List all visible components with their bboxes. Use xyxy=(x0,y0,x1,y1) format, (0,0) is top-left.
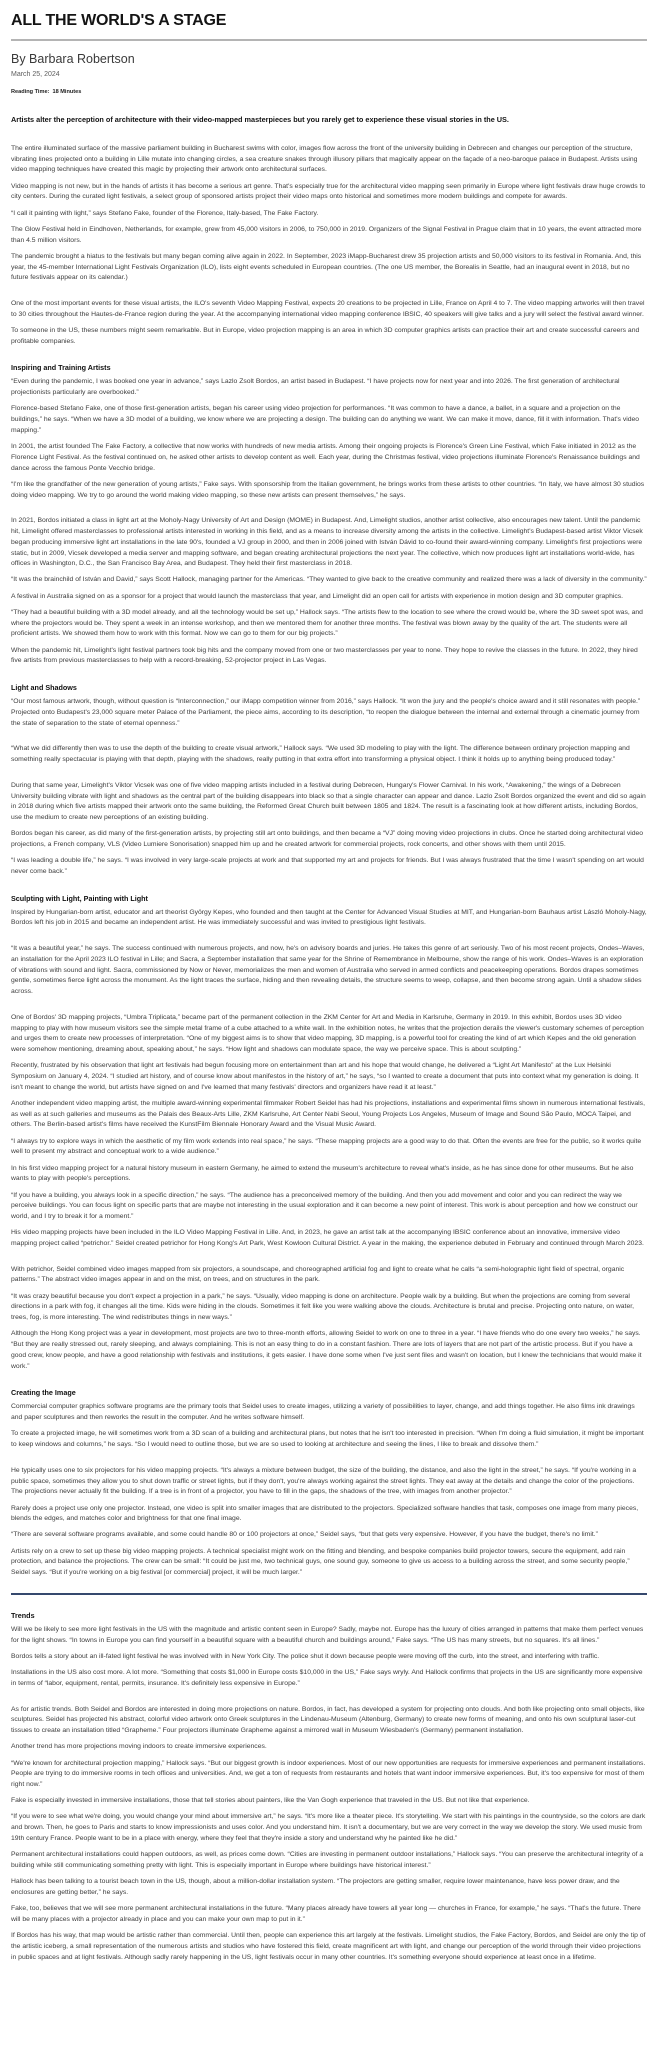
article-paragraph: Artists rely on a crew to set up these big video mapping projects. A technical specialist might work on the fitting and blending, and bespoke companies build projector towers, secure the equipment, add rain protection, and balance the projections. The crew can be small: “It could be just me, two technical guys, one sound guy, someone to give us access to a building across the street, and some security people,” Seidel says. “But if you're working on a big festival [or commercial] project, it will be much larger.” xyxy=(11,1547,630,1577)
article-paragraph: The entire illuminated surface of the massive parliament building in Bucharest swims with color, images flow across the front of the university building in Debrecen and changes our perception of the structure, vibrating lines projected onto a building in Lille mutate into changing circles, a sea creature snakes through illusory pillars that magically appear on the façade of a neo-baroque palace in Budapest. Artists using video mapping techniques have created this magic by projecting their artwork onto architectural surfaces. xyxy=(11,144,638,174)
article-paragraph: As for artistic trends. Both Seidel and Bordos are interested in doing more projections on nature. Bordos, in fact, has developed a system for projecting onto clouds. And both like projecting onto small objects, like sculptures. Seidel has projected his abstract, colorful video artwork onto Greek sculptures in the Lindenau-Museum (Altenburg, Germany) to create new forms of meaning, and onto his own sculptural laser-cut tissues to create an installation titled “Grapheme.” Four projectors illuminate Grapheme against a mirrored wall in Museum Wiesbaden's (Germany) permanent installation. xyxy=(11,1705,645,1735)
article-paragraph: One of Bordos' 3D mapping projects, “Umbra Triplicata,” became part of the permanent collection in the ZKM Center for Art and Media in Karlsruhe, Germany in 2019. In this exhibit, Bordos uses 3D video mapping to play with how museum visitors see the simple metal frame of a cube attached to a white wall. In the exhibition notes, he writes that the projection derails the viewer's customary schemes of perception and urges them to create new processes of interpretation. “One of my biggest aims is to show that video mapping, 3D mapping, is a powerful tool for creating the kind of art which Kepes and the old generation were somehow mentioning, dreaming about, speaking about,” he says. “How light and shadows can modulate space, the way we perceive space. This is about sculpting.” xyxy=(11,1013,644,1053)
section-heading: Light and Shadows xyxy=(11,683,77,693)
article-paragraph: Although the Hong Kong project was a year in development, most projects are two to three-month efforts, allowing Seidel to work on one to three in a year. “I have friends who do one every two weeks,” he says. “But they are really stressed out, rarely sleeping, and always complaining. This is not an easy thing to do in a constant fashion. There are lots of layers that are not part of the artistic process. But if you have a good crew, know people, and have a good relationship with festivals and institutions, it gets easier. I have done some when I've just sent files and wasn't on location, but I knew the technicians that would make it work.” xyxy=(11,1330,642,1370)
reading-time xyxy=(11,89,647,95)
article-paragraph: Fake is especially invested in immersive installations, those that tell stories about painters, like the Van Gogh experience that traveled in the US. But not like that experience. xyxy=(11,1797,530,1805)
article-paragraph: In 2001, the artist founded The Fake Factory, a collective that now works with hundreds of new media artists. Among their ongoing projects is Florence's Green Line Festival, which Fake initiated in 2012 as the Florence Light Festival. As the festival continued on, he asked other artists to develop content as well. Each year, during the Christmas festival, video projections illuminate Florence's Renaissance buildings and dance across the famous Ponte Vecchio bridge. xyxy=(11,443,640,472)
article-paragraph: In 2021, Bordos initiated a class in light art at the Moholy-Nagy University of Art and Design (MOME) in Budapest. And, Limelight studios, another artist collective, also encourages new talent. Until the pandemic hit, Limelight offered masterclasses to professional artists interested in working in this field, and as a means to increase diversity among the artists in the collective. Limelight's Budapest-based artist Viktor Vicsek began producing immersive light art installations in the late 90's, founded a VJ group in 2000, and then in 2006 joined with István Dávid to co-found their award-winning company. Limelight's first projections were static, but in 2009, Vicsek developed a media server and mapping software, and began creating architectural projections the next year. The collective, which now produces light art installations world-wide, has offices in Washington, D.C., the San Francisco Bay Area, and Budapest. They held their first masterclass in 2018. xyxy=(11,517,643,568)
article-paragraph: “They had a beautiful building with a 3D model already, and all the technology would be set up,” Hallock says. “The artists flew to the location to see where the crowd would be, where the 3D sweet spot was, and where the projectors would be. They spent a week in an intense workshop, and then we mentored them for another three months. The festival was blown away by the quality of the art. The students were all proficient artists. We showed them how to work with this format. Now we can go to them for our big projects.” xyxy=(11,608,643,638)
standfirst: Artists alter the perception of architecture with their video-mapped masterpieces but you rarely get to experience these visual stories in the US. xyxy=(11,115,509,124)
section-heading: Sculpting with Light, Painting with Light xyxy=(11,893,148,903)
article-paragraph: “It was the brainchild of István and David,” says Scott Hallock, managing partner for the Americas. “They wanted to give back to the creative community and realized there was a lack of diversity in the community.” xyxy=(11,576,647,584)
article-paragraph: To create a projected image, he will sometimes work from a 3D scan of a building and architectural plans, but notes that he isn't too interested in precision. “When I'm doing a fluid simulation, it might be important to keep windows and columns,” he says. “So I would need to outline those, but we are so used to looking at architecture and seeing the lines, I like to break and dissolve them.” xyxy=(11,1430,644,1449)
title-divider xyxy=(11,39,647,41)
article-paragraph: Permanent architectural installations could happen outdoors, as well, as prices come down. “Cities are investing in permanent outdoor installations,” Hallock says. “You can preserve the architectural integrity of a building while still communicating something pretty with light. This is especially important in Europe where buildings have historical interest.” xyxy=(11,1851,644,1869)
reading-time-value: 18 Minutes xyxy=(52,89,82,95)
article-paragraph: His video mapping projects have been included in the ILO Video Mapping Festival in Lille. And, in 2023, he gave an artist talk at the accompanying IBSIC conference about an innovative, immersive video mapping project called “petrichor.” Seidel created petrichor for Hong Kong's Art Park, West Kowloon Cultural District. A year in the making, the experience debuted in February and continued through March 2023. xyxy=(11,1229,644,1248)
article-paragraph: The pandemic brought a hiatus to the festivals but many began coming alive again in 2022. In September, 2023 iMapp-Bucharest drew 35 projection artists and 50,000 visitors to its festival in Romania. And, this year, the 45-member International Light Festivals Organization (ILO), lists eight events scheduled in European countries. (The one US member, the Borealis in Seattle, had an inaugural event in 2018, but no future festivals appear on its calendar.) xyxy=(11,252,642,282)
article-paragraph: When the pandemic hit, Limelight's light festival partners took big hits and the company moved from one or two masterclasses per year to none. They hope to revive the classes in the future. In 2022, they hired five artists from previous masterclasses to help with a record-breaking, 52-projector project in Las Vegas. xyxy=(11,646,638,665)
article-paragraph: Rarely does a project use only one projector. Instead, one video is split into smaller images that are distributed to the projectors. Specialized software handles that task, composes one image from many pieces, blends the edges, and matches color and brightness for that one final image. xyxy=(11,1504,639,1523)
article-paragraph: “I always try to explore ways in which the aesthetic of my film work extends into real space,” he says. “These mapping projects are a good way to do that. Often the events are free for the public, so it works quite well to present my abstract and conceptual work to a wide audience.” xyxy=(11,1137,642,1156)
article-paragraph: Recently, frustrated by his observation that light art festivals had begun focusing more on entertainment than art and his hope that would change, he delivered a “Light Art Manifesto” at the Lux Helsinki Symposium on January 4, 2024. “I studied art history, and of course know about manifestos in the history of art,” he says, “so I wanted to create a document that puts into context what my generation is doing. It isn't meant to change the world, but artists have signed on and I've learned that many festivals' directors and organizers have read it at least.” xyxy=(11,1062,639,1091)
article-paragraph: One of the most important events for these visual artists, the ILO's seventh Video Mapping Festival, expects 20 creations to be projected in Lille, France on April 4 to 7. The video mapping artworks will then travel to 30 cities throughout the Hautes-de-France region during the year. At the accompanying international video mapping conference IBSIC, 40 speakers will give talks and a jury will select the festival award winner. xyxy=(11,300,645,318)
page-title: ALL THE WORLD'S A STAGE xyxy=(11,12,227,29)
article-paragraph: During that same year, Limelight's Viktor Vicsek was one of five video mapping artists included in a festival during Debrecen, Hungary's Flower Carnival. In his work, “Awakening,” the wings of a Debrecen University building vibrate with light and shadows as the central part of the building disappears into black so that a single character can appear and dance. Lazlo Zsolt Bordos organized the event and did so again in 2018 during which five artists mapped their artwork onto the same building, the Reformed Great Church built between 1805 and 1824. The result is a fascinating look at how different artists, including Bordos, use the medium to create new perceptions of an existing building. xyxy=(11,781,646,821)
article-paragraph: “Even during the pandemic, I was booked one year in advance,” says Lazlo Zsolt Bordos, an artist based in Budapest. “I have projects now for next year and into 2026. The first generation of architectural projectionists particularly are overbooked.” xyxy=(11,378,620,397)
article-paragraph: In his first video mapping project for a natural history museum in eastern Germany, he aimed to extend the museum's architecture to reveal what's inside, as he has since done for other museums. But he also wants to play with people's perceptions. xyxy=(11,1164,634,1183)
publish-date: March 25, 2024 xyxy=(11,71,60,78)
article-paragraph: “Our most famous artwork, though, without question is “Interconnection,” our iMapp competition winner from 2016,” says Hallock. “It won the jury and the people's choice award and it still resonates with people.” Projected onto Budapest's 23,000 square meter Palace of the Parliament, the piece aims, according to its description, “to reopen the dialogue between the internal and external through a cinematic journey from the state of separation to the state of eternal openness.” xyxy=(11,698,641,727)
article-header xyxy=(11,12,647,126)
article-paragraph: Video mapping is not new, but in the hands of artists it has become a serious art genre. That's especially true for the architectural video mapping seen primarily in Europe where light festivals draw huge crowds to city centers. During the curated light festivals, a select group of sponsored artists project their video maps onto historical and sometimes more modern buildings and compete for awards. xyxy=(11,182,646,201)
article-paragraph: “I was leading a double life,” he says. “I was involved in very large-scale projects at work and that supported my art and projects for friends. But I was always frustrated that the time I wasn't spending on art would never come back.” xyxy=(11,857,644,875)
article-body xyxy=(11,144,647,1963)
article-paragraph: A festival in Australia signed on as a sponsor for a project that would launch the masterclass that year, and Limelight did an open call for artists with experience in motion design and 3D computer graphics. xyxy=(11,592,624,600)
article-paragraph: Another trend has more projections moving indoors to create immersive experiences. xyxy=(11,1743,267,1751)
article-paragraph: “It was a beautiful year,” he says. The success continued with numerous projects, and now, he's on advisory boards and juries. He takes this genre of art seriously. Two of his most recent projects, Ondes–Waves, an installation for the April 2023 ILO festival in Lille; and Sacra, a September installation that same year for the Shrine of Remembrance in Melbourne, show the range of his work. Ondes–Waves is an exploration of vibrations with sound and light. Sacra, commissioned by Now or Never, memorializes the men and women of Australia who served in armed conflicts and peacekeeping operations. Bordos drapes sometimes gentle, sometimes fierce light across the monument. As the light traces the surface, hiding and then revealing details, the structure seems to weep, collapse, and then become strong again. Until a shadow slides across. xyxy=(11,945,645,996)
article-paragraph: Bordos began his career, as did many of the first-generation artists, by projecting still art onto buildings, and then became a “VJ” doing moving video projections in clubs. Once he started doing architectural video projections, a French company, VLS (Video Lumiere Sonorisation) snapped him up and he created artwork for commercial projects, rock concerts, and other shows with them until 2015. xyxy=(11,830,644,848)
article-paragraph: Installations in the US also cost more. A lot more. “Something that costs $1,000 in Europe costs $10,000 in the US,” Fake says wryly. And Hallock confirms that projects in the US are significantly more expensive in terms of “labor, equipment, rental, permits, insurance. It's definitely less expensive in Europe.” xyxy=(11,1669,643,1687)
section-heading: Creating the Image xyxy=(11,1388,76,1398)
article-paragraph: “If you have a building, you always look in a specific direction,” he says. “The audience has a preconceived memory of the building. And then you add movement and color and you can redirect the way we perceive buildings. You can focus light on specific parts that are maybe not interesting in the usual exploration and it can become a new point of interest. This work is about perception and how we construct our world, and I try to break it for a moment.” xyxy=(11,1191,638,1221)
article-paragraph: “There are several software programs available, and some could handle 80 or 100 projectors at once,” Seidel says, “but that gets very expensive. However, if you have the budget, there's no limit.” xyxy=(11,1531,598,1539)
article-paragraph: “I call it painting with light,” says Stefano Fake, founder of the Florence, Italy-based, The Fake Factory. xyxy=(11,209,319,217)
article-paragraph: “If you were to see what we're doing, you would change your mind about immersive art,” he says. “It's more like a theater piece. It's storytelling. We start with his paintings in the countryside, so the colors are dark and brown. Then, he goes to Paris and starts to know impressionists and uses color. And you understand him. It isn't a documentary, but we are very correct in the way we develop the story. We used music from 19th century France. People want to be in a place with energy, where they feel that they're inside a story and understand why he painted like he did.” xyxy=(11,1813,646,1842)
article-paragraph: He typically uses one to six projectors for his video mapping projects. “It's always a mixture between budget, the size of the building, the distance, and also the light in the street,” he says. “If you're working in a public space, sometimes they allow you to shut down traffic or street lights, but if they don't, you're always working against the street lights. They eat away at the details and change the color of the projections. The projections never actually fit the building. If a tree is in front of a projector, you have to fill in the gaps, the shadows of the tree, with images from another projector.” xyxy=(11,1466,637,1496)
article-paragraph: If Bordos has his way, that map would be artistic rather than commercial. Until then, people can experience this art largely at the festivals. Limelight studios, the Fake Factory, Bordos, and Seidel are only the tip of the artistic iceberg, a small representation of the numerous artists and studios who have fostered this field, create magnificent art with light, and change our perception of the world through their video projections in public spaces and at light festivals. Although sadly rarely happening in the US, light festivals occur in many other countries. It's something everyone should experience at least once in a lifetime. xyxy=(11,1932,646,1961)
article-paragraph: Commercial computer graphics software programs are the primary tools that Seidel uses to create images, utilizing a variety of possibilities to layer, change, and add things together. He also films ink drawings and paper sculptures and then reworks the result in the computer. And he writes software himself. xyxy=(11,1403,635,1422)
article-paragraph: Hallock has been talking to a tourist beach town in the US, though, about a million-dollar installation system. “The projectors are getting smaller, require lower maintenance, have less power draw, and the enclosures are getting better,” he says. xyxy=(11,1878,620,1896)
section-heading: Trends xyxy=(11,1610,35,1620)
article-paragraph: Will we be likely to see more light festivals in the US with the magnitude and artistic content seen in Europe? Sadly, maybe not. Europe has the luxury of cities arranged in patterns that make them perfect venues for the light shows. “In towns in Europe you can find yourself in a beautiful square with a beautiful church and buildings around,” Fake says. “The US has many streets, but no squares. It's all lines.” xyxy=(11,1625,644,1644)
article-paragraph: “What we did differently then was to use the depth of the building to create visual artwork,” Hallock says. “We used 3D modeling to play with the light. The difference between ordinary projection mapping and something really spectacular is playing with that depth, playing with the shadows, really putting in that extra effort into transforming a physical object. I think it holds up to anything being produced today.” xyxy=(11,745,630,764)
article-paragraph: “I'm like the grandfather of the new generation of young artists,” Fake says. With sponsorship from the Italian government, he brings works from these artists to other countries. “In Italy, we have almost 30 studios doing video mapping. We try to go around the world making video mapping, so these new artists can present themselves,” he says. xyxy=(11,480,645,499)
byline: By Barbara Robertson xyxy=(11,52,135,66)
reading-time-label: Reading Time: xyxy=(11,89,50,95)
section-divider xyxy=(11,1593,647,1595)
article-paragraph: Another independent video mapping artist, the multiple award-winning experimental filmmaker Robert Seidel has had his projections, installations and experimental films shown in numerous international festivals, as well as at such galleries and museums as the Palais des Beaux-Arts Lille, ZKM Karlsruhe, Art Center Nabi Seoul, Young Projects Los Angeles, Museum of Image and Sound São Paulo, MOCA Taipei, and others. The Berlin-based artist's films have received the KunstFilm Biennale Honorary Award and the Visual Music Award. xyxy=(11,1099,645,1129)
article-paragraph: Inspired by Hungarian-born artist, educator and art theorist György Kepes, who founded and then taught at the Center for Advanced Visual Studies at MIT, and Hungarian-born Bauhaus artist László Moholy-Nagy, Bordos left his job in 2015 and became an independent artist. He was immediately successful and was invited to prestigious light festivals. xyxy=(11,908,647,927)
section-heading: Inspiring and Training Artists xyxy=(11,363,111,373)
article-paragraph: Bordos tells a story about an ill-fated light festival he was involved with in New York City. The police shut it down because people were moving off the curb, into the street, and interfering with traffic. xyxy=(11,1652,600,1660)
article-paragraph: With petrichor, Seidel combined video images mapped from six projectors, a soundscape, and choreographed artificial fog and light to create what he calls “a semi-holographic light field of spectral, organic patterns.” The abstract video images appear in and on the mist, on trees, and on structures in the park. xyxy=(11,1265,625,1284)
article-paragraph: “It was crazy beautiful because you don't expect a projection in a park,” he says. “Usually, video mapping is done on architecture. People walk by a building. But when the projections are coming from several directions in a park with fog, it changes all the time. Kids were hiding in the clouds. Sometimes it felt like you were walking above the clouds. Architecture is brutal and precise. Projecting onto nature, on water, trees, fog, is more interesting. The wind redistributes things in new ways.” xyxy=(11,1292,634,1322)
article-paragraph: The Glow Festival held in Eindhoven, Netherlands, for example, grew from 45,000 visitors in 2006, to 750,000 in 2019. Organizers of the Signal Festival in Prague claim that in 10 years, the event attracted more than 4.5 million visitors. xyxy=(11,225,642,244)
article-paragraph: To someone in the US, these numbers might seem remarkable. But in Europe, video projection mapping is an area in which 3D computer graphics artists can practice their art and create successful careers and profitable companies. xyxy=(11,326,640,345)
article-paragraph: Florence-based Stefano Fake, one of those first-generation artists, began his career using video projection for performances. “It was common to have a dance, a ballet, in a square and a projection on the buildings,” he says. “When we have a 3D model of a building, we know where we are projecting a design. The building can do anything we want. We can make it move, dance, fill it with information. That's video mapping.” xyxy=(11,405,640,434)
article-paragraph: “We're known for architectural projection mapping,” Hallock says. “But our biggest growth is indoor experiences. Most of our new opportunities are requests for immersive experiences and permanent installations. People are trying to do immersive rooms in tech offices and universities. And, we get a ton of requests from restaurants and hotels that want indoor immersive experiences. But, it's too expensive for most of them right now.” xyxy=(11,1759,646,1788)
article-paragraph: Fake, too, believes that we will see more permanent architectural installations in the future. “Many places already have towers all year long — churches in France, for example,” he says. “That's the future. There will be many places with a projector already in place and you can make your own map to put in it.” xyxy=(11,1905,641,1923)
